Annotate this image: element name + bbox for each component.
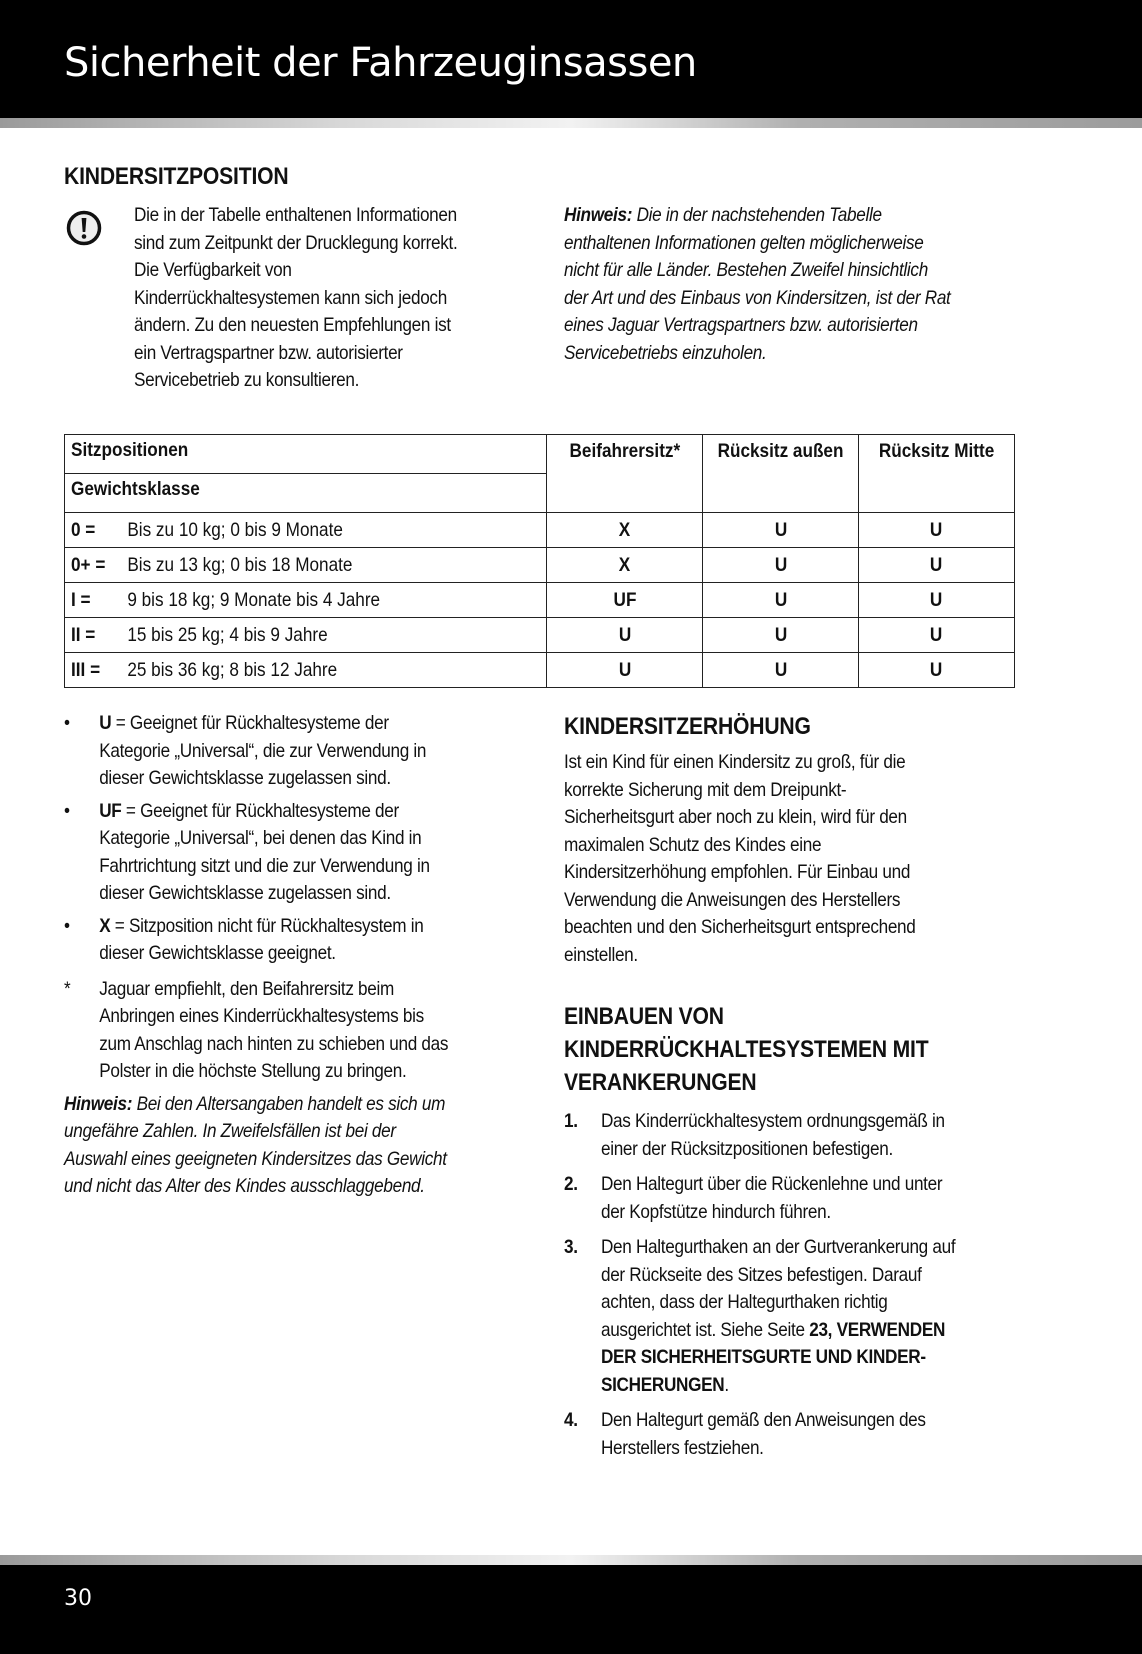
note-line: der Art und des Einbaus von Kindersitzen, ist der Rat xyxy=(564,286,951,309)
exclamation-circle-icon xyxy=(66,210,102,246)
bullet: • xyxy=(64,914,70,937)
weight-class-cell: I = 9 bis 18 kg; 9 Monate bis 4 Jahre xyxy=(65,583,547,618)
booster-text: Ist ein Kind für einen Kindersitz zu groß, für die korrekte Sicherung mit dem Dreipunkt- Sicherheitsgurt aber noch zu klein, wird für den maximalen Schutz des Kindes eine Kindersitzerhöhung empfohlen. Für Einbau und Verwendung die Anweisungen des Herstellers beachten und den Sicherheitsgurt entsprechend einstellen. xyxy=(564,751,916,966)
warning-line: sind zum Zeitpunkt der Drucklegung korrekt. xyxy=(134,231,458,254)
warning-line: ein Vertragspartner bzw. autorisierter xyxy=(134,341,403,364)
value-cell: U xyxy=(703,653,859,688)
table-row xyxy=(65,618,1015,653)
value-cell: U xyxy=(859,548,1015,583)
asterisk: * xyxy=(64,977,71,1000)
value-cell: U xyxy=(703,513,859,548)
bullet: • xyxy=(64,712,70,734)
header-gewichtsklasse: Gewichtsklasse xyxy=(65,474,547,513)
table-row xyxy=(65,653,1015,688)
step-2: 2. Den Haltegurt über die Rückenlehne und unter der Kopfstütze hindurch führen. xyxy=(564,1173,943,1223)
page-number: 30 xyxy=(64,1586,92,1611)
weight-class-cell: III = 25 bis 36 kg; 8 bis 12 Jahre xyxy=(65,653,547,688)
warning-text xyxy=(134,202,521,395)
step-number: 4. xyxy=(564,1409,578,1431)
value-cell: UF xyxy=(547,583,703,618)
weight-class-cell: II = 15 bis 25 kg; 4 bis 9 Jahre xyxy=(65,618,547,653)
note-label: Hinweis: xyxy=(564,204,633,226)
legend-footnote: * Jaguar empfiehlt, den Beifahrersitz beim Anbringen eines Kinderrückhaltesystems bis zum Anschlag nach hinten zu schieben und das Polster in die höchste Stellung zu bringen. xyxy=(64,977,449,1082)
seat-position-table xyxy=(64,434,1015,688)
legend-item-u: • U = Geeignet für Rückhaltesysteme der Kategorie „Universal“, die zur Verwendung in dieser Gewichtsklasse zugelassen sind. xyxy=(64,712,427,789)
warning-line: Die in der Tabelle enthaltenen Informationen xyxy=(134,204,457,226)
value-cell: U xyxy=(859,653,1015,688)
footer-divider xyxy=(0,1555,1142,1565)
section-heading-kindersitzerhoehung: KINDERSITZERHÖHUNG xyxy=(564,713,811,740)
page-title: Sicherheit der Fahrzeuginsassen xyxy=(64,40,697,86)
column-header: Rücksitz außen xyxy=(703,435,859,513)
note-line: eines Jaguar Vertragspartners bzw. autorisierten xyxy=(564,314,918,336)
step-4: 4. Den Haltegurt gemäß den Anweisungen des Herstellers festziehen. xyxy=(564,1409,926,1459)
note-line: nicht für alle Länder. Bestehen Zweifel hinsichtlich xyxy=(564,259,928,281)
value-cell: U xyxy=(859,513,1015,548)
header-divider xyxy=(0,118,1142,128)
table-header-row xyxy=(65,435,1015,474)
legend-item-x: • X = Sitzposition nicht für Rückhaltesystem in dieser Gewichtsklasse geeignet. xyxy=(64,914,424,964)
weight-class-cell: 0+ = Bis zu 13 kg; 0 bis 18 Monate xyxy=(65,548,547,583)
value-cell: U xyxy=(859,583,1015,618)
table-row xyxy=(65,513,1015,548)
note-line: Die in der nachstehenden Tabelle xyxy=(632,204,882,226)
age-note: Hinweis: Bei den Altersangaben handelt es sich um ungefähre Zahlen. In Zweifelsfällen ist bei der Auswahl eines geeigneten Kindersitzes das Gewicht und nicht das Alter des Kindes ausschlaggebend. xyxy=(64,1092,447,1197)
warning-line: Kinderrückhaltesystemen kann sich jedoch xyxy=(134,286,447,309)
table-note xyxy=(564,202,1039,367)
step-1: 1. Das Kinderrückhaltesystem ordnungsgemäß in einer der Rücksitzpositionen befestigen. xyxy=(564,1110,945,1160)
table-row xyxy=(65,583,1015,618)
step-number: 3. xyxy=(564,1236,578,1258)
page-header xyxy=(0,0,1142,118)
table-row xyxy=(65,548,1015,583)
step-number: 2. xyxy=(564,1173,578,1195)
warning-line: Die Verfügbarkeit von xyxy=(134,259,292,281)
installation-steps xyxy=(564,1108,1022,1462)
value-cell: U xyxy=(703,583,859,618)
page-reference-link[interactable]: SICHERUNGEN xyxy=(600,1373,725,1396)
column-header: Beifahrersitz* xyxy=(547,435,703,513)
note-line: Servicebetriebs einzuholen. xyxy=(564,341,767,364)
section-heading-einbauen: EINBAUEN VON KINDERRÜCKHALTESYSTEMEN MIT VERANKERUNGEN xyxy=(564,1003,929,1096)
legend-item-uf: • UF = Geeignet für Rückhaltesysteme der Kategorie „Universal“, bei denen das Kind in Fahrtrichtung sitzt und die zur Verwendung in dieser Gewichtsklasse zugelassen sind. xyxy=(64,799,430,904)
note-line: enthaltenen Informationen gelten möglicherweise xyxy=(564,231,924,254)
step-number: 1. xyxy=(564,1110,578,1132)
header-sitzpositionen: Sitzpositionen xyxy=(65,435,547,474)
value-cell: U xyxy=(547,653,703,688)
value-cell: X xyxy=(547,548,703,583)
bullet: • xyxy=(64,799,70,822)
section-heading-kindersitzposition: KINDERSITZPOSITION xyxy=(64,163,289,190)
column-header: Rücksitz Mitte xyxy=(859,435,1015,513)
page-reference-link[interactable]: 23, VERWENDEN xyxy=(809,1318,946,1341)
page-reference-link[interactable]: DER SICHERHEITSGURTE UND KINDER- xyxy=(600,1346,926,1368)
value-cell: U xyxy=(703,618,859,653)
value-cell: U xyxy=(703,548,859,583)
value-cell: X xyxy=(547,513,703,548)
value-cell: U xyxy=(859,618,1015,653)
page-footer xyxy=(0,1565,1142,1654)
weight-class-cell: 0 = Bis zu 10 kg; 0 bis 9 Monate xyxy=(65,513,547,548)
step-3: 3. Den Haltegurthaken an der Gurtverankerung auf der Rückseite des Sitzes befestigen. Darauf achten, dass der Haltegurthaken richtig ausgerichtet ist. Siehe Seite 23, VERWENDEN DER SICHERHEITSGURTE UND KINDER- SICHERUNGEN. xyxy=(564,1234,1022,1399)
value-cell: U xyxy=(547,618,703,653)
legend-list xyxy=(64,710,522,1201)
warning-line: ändern. Zu den neuesten Empfehlungen ist xyxy=(134,314,451,336)
warning-line: Servicebetrieb zu konsultieren. xyxy=(134,369,360,391)
